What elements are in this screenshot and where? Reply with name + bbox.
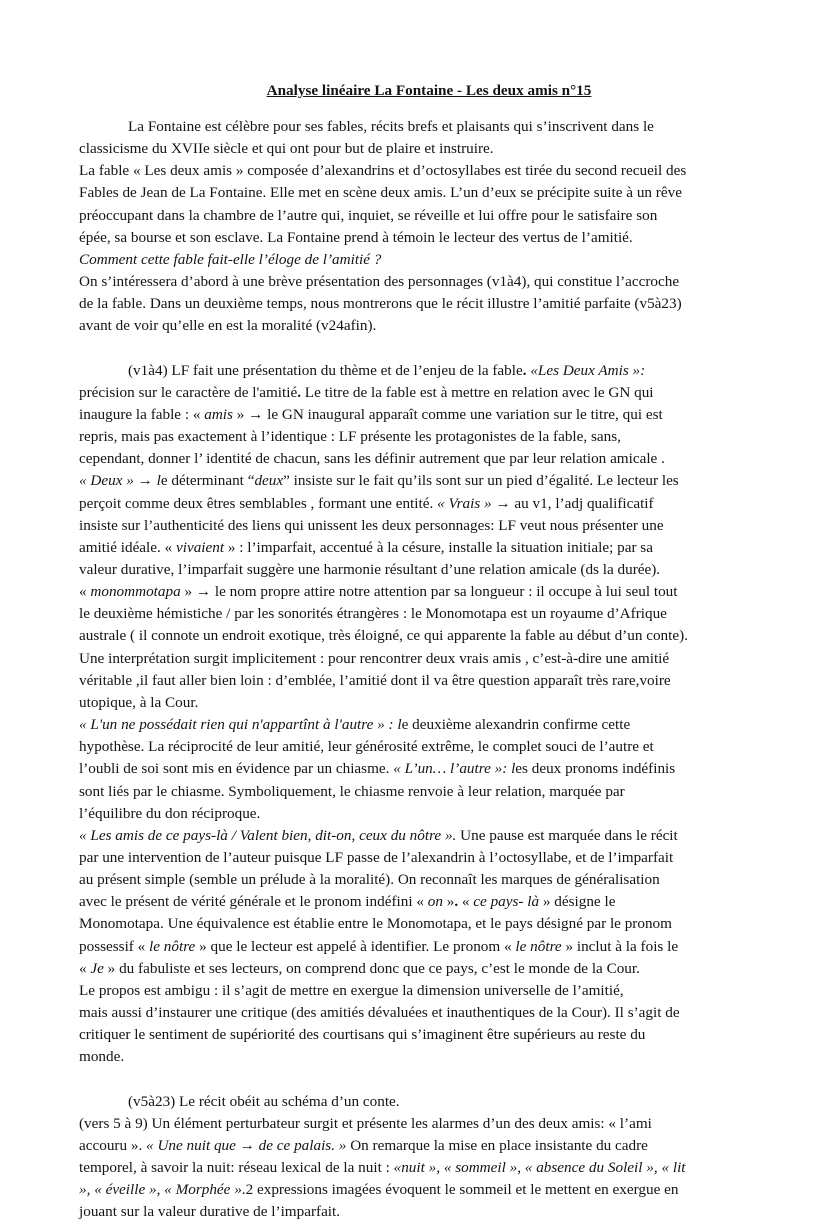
text-run: inaugure la fable : « bbox=[79, 405, 205, 423]
text-run: « bbox=[79, 583, 91, 601]
spacer bbox=[79, 338, 779, 360]
paragraph-line: critiquer le sentiment de supériorité des courtisans qui s’imaginent être supérieurs au reste du bbox=[79, 1026, 646, 1044]
paragraph-line bbox=[79, 891, 779, 913]
quote: », « éveille », « Morphée » bbox=[79, 1181, 242, 1199]
text-run: » bbox=[442, 893, 455, 911]
problematique: Comment cette fable fait-elle l’éloge de l’amitié ? bbox=[79, 250, 382, 268]
text-run: perçoit comme deux êtres semblables , formant une entité. bbox=[79, 494, 438, 512]
text-run: » → le nom propre attire notre attention par sa longueur : il occupe à lui seul tout bbox=[180, 583, 678, 601]
paragraph-line bbox=[79, 714, 779, 736]
text-run: amitié idéale. « bbox=[79, 538, 176, 556]
paragraph-line: monde. bbox=[79, 1048, 125, 1066]
text-run: → au v1, l’adj qualificatif bbox=[491, 494, 654, 512]
text-run: « bbox=[79, 959, 91, 977]
text-run: » du fabuliste et ses lecteurs, on comprend donc que ce pays, c’est le monde de la Cour. bbox=[103, 959, 640, 977]
paragraph-line: australe ( il connote un endroit exotique, très éloigné, ce qui apparente la fable au début d’un conte). bbox=[79, 627, 688, 645]
paragraph-line: On s’intéressera d’abord à une brève présentation des personnages (v1à4), qui constitue l’accroche bbox=[79, 273, 680, 291]
text-run: » → le GN inaugural apparaît comme une variation sur le titre, qui est bbox=[232, 405, 663, 423]
paragraph-line bbox=[79, 382, 779, 404]
paragraph-line: (v5à23) Le récit obéit au schéma d’un conte. bbox=[128, 1092, 400, 1110]
text-run: précision sur le caractère de l'amitié bbox=[79, 383, 298, 401]
spacer bbox=[79, 1069, 779, 1091]
paragraph-line: sont liés par le chiasme. Symboliquement, le chiasme renvoie à leur relation, marquée par bbox=[79, 782, 625, 800]
paragraph-line: utopique, à la Cour. bbox=[79, 693, 199, 711]
paragraph-line: au présent simple (semble un prélude à la moralité). On reconnaît les marques de généralisation bbox=[79, 871, 660, 889]
paragraph-line: Le propos est ambigu : il s’agit de mettre en exergue la dimension universelle de l’amitié, bbox=[79, 981, 624, 999]
paragraph-line: jouant sur la valeur durative de l’imparfait. bbox=[79, 1203, 341, 1221]
paragraph-line: de la fable. Dans un deuxième temps, nous montrerons que le récit illustre l’amitié parfaite (v5à23) bbox=[79, 295, 682, 313]
text-run: temporel, à savoir la nuit: réseau lexical de la nuit : bbox=[79, 1159, 394, 1177]
paragraph-line bbox=[79, 537, 779, 559]
paragraph-line: Monomotapa. Une équivalence est établie entre le Monomotapa, et le pays désigné par le pronom bbox=[79, 915, 672, 933]
paragraph-line bbox=[79, 825, 779, 847]
quote: Je bbox=[90, 959, 104, 977]
paragraph-line: La Fontaine est célèbre pour ses fables, récits brefs et plaisants qui s’inscrivent dans le bbox=[128, 118, 654, 135]
text-run: es deux pronoms indéfinis bbox=[515, 760, 676, 778]
paragraph-line: Fables de Jean de La Fontaine. Elle met en scène deux amis. L’un d’eux se précipite suite à un rêve bbox=[79, 184, 682, 202]
text-run: » inclut à la fois le bbox=[561, 937, 679, 955]
paragraph-line: par une intervention de l’auteur puisque LF passe de l’alexandrin à l’octosyllabe, et de l’imparfait bbox=[79, 849, 674, 866]
paragraph-line: mais aussi d’instaurer une critique (des amitiés dévaluées et inauthentiques de la Cour). Il s’agit de bbox=[79, 1004, 680, 1022]
text-run: Le titre de la fable est à mettre en relation avec le GN qui bbox=[301, 383, 654, 401]
text-run: .2 expressions imagées évoquent le sommeil et le mettent en exergue en bbox=[241, 1181, 679, 1199]
text-run: (v1à4) LF fait une présentation du thème et de l’enjeu de la fable bbox=[128, 361, 523, 379]
part1-section bbox=[79, 360, 779, 1069]
text-run: ” insiste sur le fait qu’ils sont sur un pied d’égalité. Le lecteur les bbox=[283, 472, 679, 490]
paragraph-line bbox=[79, 470, 779, 492]
quote: « L'un ne possédait rien qui n'appartînt à l'autre » : l bbox=[79, 716, 402, 734]
paragraph-line: le deuxième hémistiche / par les sonorités étrangères : le Monomotapa est un royaume d’Afrique bbox=[79, 605, 667, 623]
quote: on bbox=[427, 893, 443, 911]
text-run: accouru ». bbox=[79, 1136, 147, 1154]
paragraph-line bbox=[79, 404, 779, 426]
part2-section bbox=[79, 1091, 779, 1224]
paragraph-line: préoccupant dans la chambre de l’autre qui, inquiet, se réveille et lui offre pour le satisfaire son bbox=[79, 206, 658, 224]
text-run: . bbox=[297, 383, 301, 401]
document-title: Analyse linéaire La Fontaine - Les deux amis n°15 bbox=[266, 82, 592, 99]
paragraph-line: épée, sa bourse et son esclave. La Fontaine prend à témoin le lecteur des vertus de l’amitié. bbox=[79, 228, 633, 246]
paragraph-line bbox=[79, 1157, 779, 1179]
text-run: On remarque la mise en place insistante du cadre bbox=[346, 1136, 648, 1154]
text-run: « bbox=[458, 893, 474, 911]
paragraph-line bbox=[79, 958, 779, 980]
paragraph-line: valeur durative, l’imparfait suggère une harmonie résultant d’une relation amicale (ds la durée). bbox=[79, 560, 661, 578]
paragraph-line: véritable ,il faut aller bien loin : d’emblée, l’amitié dont il va être question apparaît très rare,voire bbox=[79, 671, 671, 689]
text-run: e deuxième alexandrin confirme cette bbox=[401, 716, 631, 734]
quote: le nôtre bbox=[515, 937, 562, 955]
quote: vivaient bbox=[176, 538, 225, 556]
text-run: l’oubli de soi sont mis en évidence par un chiasme. bbox=[79, 760, 394, 778]
paragraph-line: l’équilibre du don réciproque. bbox=[79, 804, 261, 822]
paragraph-line bbox=[79, 581, 779, 603]
paragraph-line bbox=[79, 936, 779, 958]
quote: « Vrais » bbox=[437, 494, 492, 512]
text-run: » : l’imparfait, accentué à la césure, installe la situation initiale; par sa bbox=[224, 538, 653, 556]
document-page bbox=[79, 82, 779, 1224]
quote: amis bbox=[204, 405, 233, 423]
quote: monommotapa bbox=[90, 583, 181, 601]
text-run: . bbox=[454, 893, 459, 911]
paragraph-line: La fable « Les deux amis » composée d’alexandrins et d’octosyllabes est tirée du second recueil des bbox=[79, 162, 687, 180]
paragraph-line bbox=[79, 360, 779, 382]
quote: «Les Deux Amis »: bbox=[526, 361, 646, 379]
text-run: » que le lecteur est appelé à identifier. Le pronom « bbox=[195, 937, 516, 955]
text-run: avec le présent de vérité générale et le pronom indéfini « bbox=[79, 893, 428, 911]
paragraph-line: insiste sur l’authenticité des liens qui unissent les deux personnages: LF veut nous présenter une bbox=[79, 516, 664, 534]
paragraph-line: cependant, donner l’ identité de chacun, sans les définir autrement que par leur relation amicale . bbox=[79, 450, 665, 468]
quote: « Les amis de ce pays-là / Valent bien, dit-on, ceux du nôtre ». bbox=[79, 826, 457, 844]
quote: deux bbox=[254, 472, 284, 490]
paragraph-line: (vers 5 à 9) Un élément perturbateur surgit et présente les alarmes d’un des deux amis: « l’ami bbox=[79, 1114, 652, 1132]
intro-section bbox=[79, 116, 779, 338]
text-run: . bbox=[522, 361, 527, 379]
paragraph-line: repris, mais pas exactement à l’identique : LF présente les protagonistes de la fable, sans, bbox=[79, 428, 621, 446]
quote: ce pays- là bbox=[473, 893, 540, 911]
paragraph-line bbox=[79, 1135, 779, 1157]
paragraph-line bbox=[79, 1179, 779, 1201]
paragraph-line: classicisme du XVIIe siècle et qui ont pour but de plaire et instruire. bbox=[79, 140, 494, 158]
quote: le nôtre bbox=[149, 937, 196, 955]
paragraph-line: hypothèse. La réciprocité de leur amitié, leur générosité extrême, le complet souci de l’autre et bbox=[79, 738, 654, 756]
text-run: Une pause est marquée dans le récit bbox=[456, 826, 678, 844]
quote: « Une nuit que → de ce palais. » bbox=[146, 1136, 347, 1154]
paragraph-line: avant de voir qu’elle en est la moralité (v24afin). bbox=[79, 317, 377, 335]
text-run: possessif « bbox=[79, 937, 150, 955]
quote: « Deux » → l bbox=[79, 472, 161, 490]
paragraph-line bbox=[79, 758, 779, 780]
paragraph-line bbox=[79, 493, 779, 515]
quote: «nuit », « sommeil », « absence du Soleil », « lit bbox=[393, 1159, 686, 1177]
paragraph-line: Une interprétation surgit implicitement : pour rencontrer deux vrais amis , c’est-à-dire une amitié bbox=[79, 649, 670, 667]
text-run: e déterminant “ bbox=[160, 472, 255, 490]
text-run: » désigne le bbox=[539, 893, 616, 911]
quote: « L’un… l’autre »: l bbox=[393, 760, 516, 778]
